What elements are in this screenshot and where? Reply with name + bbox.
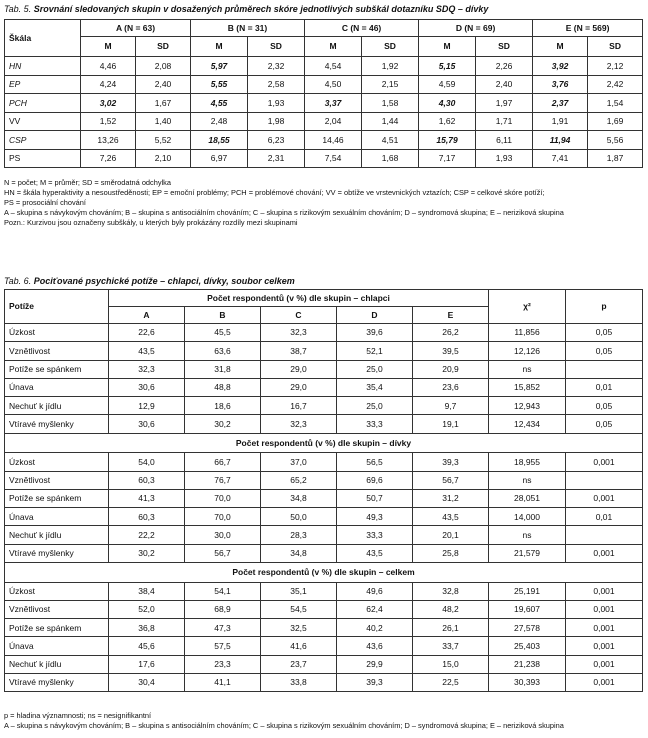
table6-row-label: Únava (5, 508, 109, 526)
table6-p-header: p (566, 290, 643, 324)
table6-cell: 54,5 (261, 600, 337, 618)
table6-cell: 56,7 (185, 544, 261, 562)
table5-row (5, 57, 643, 76)
table5-cell: 1,91 (533, 112, 588, 131)
table5-cell: 3,76 (533, 75, 588, 94)
table6-cell: 60,3 (109, 508, 185, 526)
table6-row-label: Vtíravé myšlenky (5, 674, 109, 692)
table6-cell: 43,5 (413, 508, 489, 526)
table6-cell: 37,0 (261, 453, 337, 471)
table6-chi-cell: 15,852 (489, 378, 566, 396)
table5-cell: 1,52 (81, 112, 136, 131)
table6-caption-prefix: Tab. 6. (4, 276, 32, 286)
table6-cell: 54,1 (185, 582, 261, 600)
table6-row-label: Úzkost (5, 453, 109, 471)
table5-cell: 1,40 (136, 112, 191, 131)
table5-cell: 2,26 (476, 57, 533, 76)
table6-row-label: Vznětlivost (5, 600, 109, 618)
table5-note: A – skupina s návykovým chováním; B – skupina s antisociálním chováním; C – skupina s rizikovým sexuálním chováním; D – syndromová skupina; E – neriziková skupina (4, 208, 564, 217)
table5-m-header: M (305, 37, 362, 57)
table6-p-cell: 0,01 (566, 508, 643, 526)
table6-cell: 52,0 (109, 600, 185, 618)
table6-cell: 54,0 (109, 453, 185, 471)
table6-cell: 57,5 (185, 637, 261, 655)
table6-chi-cell: ns (489, 360, 566, 378)
table6-row (5, 674, 643, 692)
table6-cell: 32,3 (261, 415, 337, 433)
table5-cell: 11,94 (533, 131, 588, 150)
table6-cell: 25,0 (337, 360, 413, 378)
table6-cell: 22,6 (109, 324, 185, 342)
table6-cell: 22,2 (109, 526, 185, 544)
table5-cell: 1,67 (136, 94, 191, 113)
table5-cell: 1,71 (476, 112, 533, 131)
table5-cell: 2,42 (588, 75, 643, 94)
table5-cell: 2,31 (248, 149, 305, 168)
table5-cell: 7,54 (305, 149, 362, 168)
table6-p-cell: 0,001 (566, 544, 643, 562)
table5-cell: 2,10 (136, 149, 191, 168)
table6-row (5, 508, 643, 526)
table6-row (5, 415, 643, 433)
table6-cell: 68,9 (185, 600, 261, 618)
table6-row (5, 489, 643, 507)
table6-cell: 56,5 (337, 453, 413, 471)
table6-cell: 39,5 (413, 342, 489, 360)
table6-row (5, 655, 643, 673)
table5-cell: 15,79 (419, 131, 476, 150)
table6-cell: 25,8 (413, 544, 489, 562)
table6-cell: 20,9 (413, 360, 489, 378)
table6-chi-cell: 18,955 (489, 453, 566, 471)
table6-chi-cell: 14,000 (489, 508, 566, 526)
table6-cell: 38,7 (261, 342, 337, 360)
table5-scale-label: PCH (5, 94, 81, 113)
table6-group-letter: D (337, 307, 413, 324)
table5-group-header: D (N = 69) (419, 20, 533, 37)
table6-cell: 41,3 (109, 489, 185, 507)
table6-row-label: Vtíravé myšlenky (5, 415, 109, 433)
table6-cell: 38,4 (109, 582, 185, 600)
table6-p-cell: 0,01 (566, 378, 643, 396)
table5-cell: 2,37 (533, 94, 588, 113)
table6-chi-cell: 12,126 (489, 342, 566, 360)
table6-cell: 32,3 (109, 360, 185, 378)
table6-row-label: Vtíravé myšlenky (5, 544, 109, 562)
table6-cell: 30,2 (185, 415, 261, 433)
table6-row (5, 471, 643, 489)
table6-cell: 23,6 (413, 378, 489, 396)
table5-cell: 3,92 (533, 57, 588, 76)
table6 (4, 289, 643, 692)
table5-cell: 5,56 (588, 131, 643, 150)
table5-cell: 4,55 (191, 94, 248, 113)
table6-p-cell: 0,05 (566, 324, 643, 342)
table6-cell: 43,5 (337, 544, 413, 562)
table5-m-header: M (533, 37, 588, 57)
table6-row-label: Nechuť k jídlu (5, 655, 109, 673)
table5-cell: 1,87 (588, 149, 643, 168)
table5-cell: 1,92 (362, 57, 419, 76)
table5-cell: 1,44 (362, 112, 419, 131)
table6-section-row (5, 563, 643, 583)
table5-scale-label: CSP (5, 131, 81, 150)
table5-m-header: M (419, 37, 476, 57)
table6-cell: 23,7 (261, 655, 337, 673)
table6-cell: 49,3 (337, 508, 413, 526)
table5-cell: 4,24 (81, 75, 136, 94)
table5-group-header-row (5, 20, 643, 37)
table6-chi-cell: 19,607 (489, 600, 566, 618)
table5-cell: 14,46 (305, 131, 362, 150)
table6-cell: 41,6 (261, 637, 337, 655)
table6-cell: 49,6 (337, 582, 413, 600)
table5-cell: 4,51 (362, 131, 419, 150)
table5-cell: 3,37 (305, 94, 362, 113)
table6-cell: 47,3 (185, 619, 261, 637)
table5-cell: 2,04 (305, 112, 362, 131)
table5-cell: 2,12 (588, 57, 643, 76)
table6-row (5, 378, 643, 396)
table5-cell: 1,98 (248, 112, 305, 131)
table6-cell: 29,0 (261, 360, 337, 378)
table5-cell: 1,58 (362, 94, 419, 113)
table5-group-header: B (N = 31) (191, 20, 305, 37)
table5-cell: 2,48 (191, 112, 248, 131)
table6-cell: 70,0 (185, 489, 261, 507)
table6-chi-header: χ² (489, 290, 566, 324)
table6-p-cell: 0,001 (566, 674, 643, 692)
table5-scale-label: HN (5, 57, 81, 76)
table6-chi-cell: 27,578 (489, 619, 566, 637)
table6-row-label: Nechuť k jídlu (5, 397, 109, 415)
table5-cell: 2,32 (248, 57, 305, 76)
table6-row-label: Potíže se spánkem (5, 619, 109, 637)
table5-notes (4, 178, 564, 228)
table5-caption-prefix: Tab. 5. (4, 4, 32, 14)
table5-row (5, 131, 643, 150)
table6-p-cell: 0,001 (566, 655, 643, 673)
table6-cell: 65,2 (261, 471, 337, 489)
table6-chi-cell: ns (489, 526, 566, 544)
table6-section-heading: Počet respondentů (v %) dle skupin – dívky (5, 433, 643, 453)
table6-p-cell: 0,05 (566, 415, 643, 433)
table5-cell: 4,30 (419, 94, 476, 113)
table6-chi-cell: 30,393 (489, 674, 566, 692)
table6-cell: 34,8 (261, 544, 337, 562)
table6-cell: 70,0 (185, 508, 261, 526)
table6-cell: 30,4 (109, 674, 185, 692)
table6-cell: 32,5 (261, 619, 337, 637)
table6-row (5, 582, 643, 600)
table6-cell: 30,0 (185, 526, 261, 544)
table5-cell: 5,55 (191, 75, 248, 94)
table5-row (5, 149, 643, 168)
table6-cell: 43,6 (337, 637, 413, 655)
table6-cell: 48,2 (413, 600, 489, 618)
table6-row (5, 360, 643, 378)
table6-cell: 50,7 (337, 489, 413, 507)
table6-cell: 36,8 (109, 619, 185, 637)
table6-cell: 35,4 (337, 378, 413, 396)
table5-note: N = počet; M = průměr; SD = směrodatná odchylka (4, 178, 171, 187)
table5-sd-header: SD (136, 37, 191, 57)
table6-section-heading: Počet respondentů (v %) dle skupin – celkem (5, 563, 643, 583)
table6-cell: 32,3 (261, 324, 337, 342)
table5-note: PS = prosociální chování (4, 198, 86, 207)
table6-row-label: Vznětlivost (5, 471, 109, 489)
table5-cell: 3,02 (81, 94, 136, 113)
table5-caption (4, 4, 488, 14)
table6-cell: 12,9 (109, 397, 185, 415)
table6-row (5, 526, 643, 544)
table6-row-label: Vznětlivost (5, 342, 109, 360)
table6-cell: 60,3 (109, 471, 185, 489)
table6-cell: 62,4 (337, 600, 413, 618)
table6-row (5, 397, 643, 415)
table6-cell: 31,8 (185, 360, 261, 378)
table6-row (5, 619, 643, 637)
table6-group-letter: C (261, 307, 337, 324)
table5-m-header: M (191, 37, 248, 57)
table5-scale-label: VV (5, 112, 81, 131)
table5-cell: 6,11 (476, 131, 533, 150)
table6-cell: 23,3 (185, 655, 261, 673)
table5-cell: 5,97 (191, 57, 248, 76)
table6-row-label: Úzkost (5, 324, 109, 342)
table5-sd-header: SD (248, 37, 305, 57)
table6-row-label: Úzkost (5, 582, 109, 600)
table6-cell: 39,6 (337, 324, 413, 342)
table5-group-header: C (N = 46) (305, 20, 419, 37)
table6-group-letter: B (185, 307, 261, 324)
table5-m-header: M (81, 37, 136, 57)
table6-group-letter: E (413, 307, 489, 324)
table6-cell: 35,1 (261, 582, 337, 600)
table6-cell: 26,1 (413, 619, 489, 637)
table6-cell: 17,6 (109, 655, 185, 673)
table6-row (5, 600, 643, 618)
table6-p-cell (566, 526, 643, 544)
table5-scale-header: Škála (5, 20, 81, 57)
table6-cell: 39,3 (337, 674, 413, 692)
table6-cell: 19,1 (413, 415, 489, 433)
table6-cell: 34,8 (261, 489, 337, 507)
table6-potize-header: Potíže (5, 290, 109, 324)
table6-cell: 9,7 (413, 397, 489, 415)
table5-cell: 2,40 (476, 75, 533, 94)
table5-cell: 2,40 (136, 75, 191, 94)
table5-note: HN = škála hyperaktivity a nesoustředěnosti; EP = emoční problémy; PCH = problémové chování; VV = obtíže ve vrstevnických vztazích; CSP = celkové skóre potíží; (4, 188, 545, 197)
table6-p-cell: 0,001 (566, 489, 643, 507)
table6-cell: 31,2 (413, 489, 489, 507)
table5-cell: 4,50 (305, 75, 362, 94)
table6-section-heading: Počet respondentů (v %) dle skupin – chlapci (109, 290, 489, 307)
table5-cell: 5,52 (136, 131, 191, 150)
table5-row (5, 94, 643, 113)
table5-cell: 18,55 (191, 131, 248, 150)
table6-note: A – skupina s návykovým chováním; B – skupina s antisociálním chováním; C – skupina s rizikovým sexuálním chováním; D – syndromová skupina; E – neriziková skupina (4, 721, 564, 730)
table6-row-label: Únava (5, 378, 109, 396)
table6-cell: 56,7 (413, 471, 489, 489)
table6-cell: 29,9 (337, 655, 413, 673)
table6-chi-cell: 25,191 (489, 582, 566, 600)
table5-cell: 1,62 (419, 112, 476, 131)
table5-row (5, 112, 643, 131)
table6-p-cell: 0,001 (566, 600, 643, 618)
table6-cell: 41,1 (185, 674, 261, 692)
table6-cell: 76,7 (185, 471, 261, 489)
table5-sd-header: SD (588, 37, 643, 57)
table5-sd-header: SD (476, 37, 533, 57)
table6-chi-cell: ns (489, 471, 566, 489)
table6-cell: 30,6 (109, 415, 185, 433)
table6-row-label: Potíže se spánkem (5, 489, 109, 507)
table6-cell: 16,7 (261, 397, 337, 415)
table6-chi-cell: 25,403 (489, 637, 566, 655)
table5 (4, 19, 643, 168)
table6-p-cell: 0,001 (566, 582, 643, 600)
table5-scale-label: PS (5, 149, 81, 168)
table6-chi-cell: 21,579 (489, 544, 566, 562)
table6-row (5, 342, 643, 360)
table6-p-cell (566, 471, 643, 489)
table5-caption-text: Srovnání sledovaných skupin v dosažených průměrech skóre jednotlivých subškál dotazníku SDQ – dívky (33, 4, 489, 14)
table5-cell: 7,41 (533, 149, 588, 168)
table6-cell: 28,3 (261, 526, 337, 544)
table6-chi-cell: 28,051 (489, 489, 566, 507)
table5-cell: 1,97 (476, 94, 533, 113)
table6-cell: 43,5 (109, 342, 185, 360)
table6-note: p = hladina významnosti; ns = nesignifikantní (4, 711, 152, 720)
table6-group-letter: A (109, 307, 185, 324)
table6-p-cell: 0,05 (566, 397, 643, 415)
table5-cell: 4,46 (81, 57, 136, 76)
table6-cell: 22,5 (413, 674, 489, 692)
table6-cell: 15,0 (413, 655, 489, 673)
table6-cell: 63,6 (185, 342, 261, 360)
table6-cell: 30,6 (109, 378, 185, 396)
table6-row-label: Únava (5, 637, 109, 655)
table5-cell: 1,69 (588, 112, 643, 131)
table6-row (5, 453, 643, 471)
table6-cell: 45,6 (109, 637, 185, 655)
table6-section-row (5, 433, 643, 453)
table6-p-cell: 0,001 (566, 637, 643, 655)
table6-cell: 33,7 (413, 637, 489, 655)
table5-cell: 7,17 (419, 149, 476, 168)
table6-chi-cell: 21,238 (489, 655, 566, 673)
table5-cell: 7,26 (81, 149, 136, 168)
table6-cell: 66,7 (185, 453, 261, 471)
table5-cell: 2,15 (362, 75, 419, 94)
table6-row (5, 637, 643, 655)
table5-cell: 1,93 (248, 94, 305, 113)
table6-chi-cell: 12,434 (489, 415, 566, 433)
table5-cell: 2,58 (248, 75, 305, 94)
table6-cell: 52,1 (337, 342, 413, 360)
table5-group-header: E (N = 569) (533, 20, 643, 37)
table5-note: Pozn.: Kurzivou jsou označeny subškály, u kterých byly prokázány rozdíly mezi skupinami (4, 218, 298, 227)
table6-p-cell (566, 360, 643, 378)
table5-scale-label: EP (5, 75, 81, 94)
table6-cell: 32,8 (413, 582, 489, 600)
table5-sd-header: SD (362, 37, 419, 57)
table6-cell: 33,3 (337, 526, 413, 544)
table5-cell: 13,26 (81, 131, 136, 150)
table5-row (5, 75, 643, 94)
table6-caption (4, 276, 295, 286)
table6-row (5, 544, 643, 562)
table5-cell: 1,68 (362, 149, 419, 168)
table5-cell: 6,23 (248, 131, 305, 150)
table6-row-label: Nechuť k jídlu (5, 526, 109, 544)
table6-cell: 26,2 (413, 324, 489, 342)
table6-cell: 40,2 (337, 619, 413, 637)
table6-p-cell: 0,001 (566, 619, 643, 637)
table5-cell: 5,15 (419, 57, 476, 76)
table6-row (5, 324, 643, 342)
table6-chi-cell: 12,943 (489, 397, 566, 415)
table6-row-label: Potíže se spánkem (5, 360, 109, 378)
table6-notes (4, 711, 564, 731)
table5-msd-header-row (5, 37, 643, 57)
table6-chi-cell: 11,856 (489, 324, 566, 342)
table6-cell: 18,6 (185, 397, 261, 415)
table6-cell: 25,0 (337, 397, 413, 415)
table6-p-cell: 0,001 (566, 453, 643, 471)
table5-cell: 4,54 (305, 57, 362, 76)
table6-cell: 69,6 (337, 471, 413, 489)
table5-group-header: A (N = 63) (81, 20, 191, 37)
table6-cell: 29,0 (261, 378, 337, 396)
table6-cell: 20,1 (413, 526, 489, 544)
table5-cell: 6,97 (191, 149, 248, 168)
table5-cell: 1,93 (476, 149, 533, 168)
table6-cell: 50,0 (261, 508, 337, 526)
table5-cell: 2,08 (136, 57, 191, 76)
table6-header-row (5, 290, 643, 307)
table6-cell: 30,2 (109, 544, 185, 562)
table6-cell: 45,5 (185, 324, 261, 342)
table5-cell: 1,54 (588, 94, 643, 113)
table6-cell: 48,8 (185, 378, 261, 396)
table6-cell: 33,8 (261, 674, 337, 692)
table5-cell: 4,59 (419, 75, 476, 94)
table6-cell: 39,3 (413, 453, 489, 471)
table6-p-cell: 0,05 (566, 342, 643, 360)
table6-caption-text: Pociťované psychické potíže – chlapci, dívky, soubor celkem (33, 276, 295, 286)
table6-cell: 33,3 (337, 415, 413, 433)
